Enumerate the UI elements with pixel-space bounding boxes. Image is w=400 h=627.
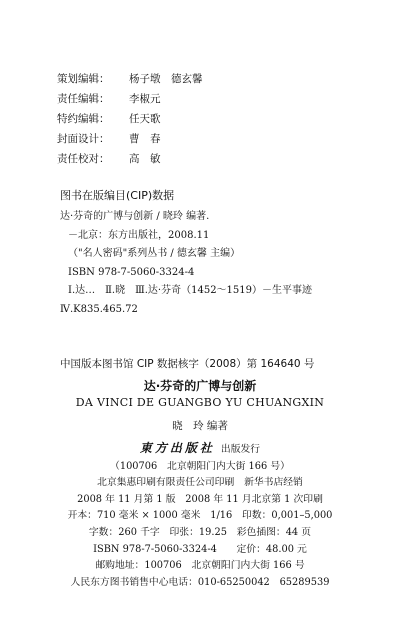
cip-line: Ⅳ.K835.465.72 <box>60 303 138 315</box>
credit-label: 策划编辑： <box>57 73 110 85</box>
publisher-suffix: 出版发行 <box>220 444 261 455</box>
imprint-line: 字数：260 千字 印张：19.25 彩色插图：44 页 <box>88 526 312 538</box>
publisher-line <box>0 440 400 459</box>
imprint-line: 北京集惠印刷有限责任公司印刷 新华书店经销 <box>97 477 303 489</box>
credit-row <box>57 149 203 169</box>
credit-value: 任天歌 <box>129 113 161 125</box>
publisher-logo: 東方出版社 <box>139 441 215 455</box>
credit-value: 李椒元 <box>129 93 161 105</box>
book-title-pinyin: DA VINCI DE GUANGBO YU CHUANGXIN <box>75 396 325 409</box>
cip-line: （"名人密码"系列丛书 / 德玄馨 主编） <box>68 248 241 260</box>
cip-data-block <box>60 208 312 320</box>
credit-value: 高 敏 <box>129 153 161 165</box>
credit-row <box>57 89 203 109</box>
credit-row <box>57 69 203 89</box>
cip-record-number: 中国版本图书馆 CIP 数据核字（2008）第 164640 号 <box>60 358 315 370</box>
cip-heading: 图书在版编目(CIP)数据 <box>60 189 175 202</box>
cip-line: 达·芬奇的广博与创新 / 晓玲 编著. <box>60 211 210 222</box>
credit-label: 封面设计： <box>57 133 110 145</box>
credits-block <box>57 69 203 169</box>
cip-line: Ⅰ.达… Ⅱ.晓 Ⅲ.达·芬奇（1452～1519）－生平事迹 <box>68 285 313 297</box>
credit-value: 曹 春 <box>129 133 161 145</box>
imprint-line: ISBN 978-7-5060-3324-4 定价：48.00 元 <box>93 543 307 555</box>
credit-value: 杨子墩 德玄馨 <box>129 73 203 85</box>
credit-label: 特约编辑： <box>57 113 110 125</box>
credit-row <box>57 109 203 129</box>
imprint-line: 2008 年 11 月第 1 版 2008 年 11 月北京第 1 次印刷 <box>77 493 323 505</box>
imprint-block <box>0 440 400 591</box>
book-author: 晓 玲 编著 <box>172 420 228 432</box>
imprint-line: 邮购地址：100706 北京朝阳门内大街 166 号 <box>95 560 305 572</box>
credit-label: 责任校对： <box>57 153 110 165</box>
imprint-line: （100706 北京朝阳门内大街 166 号） <box>110 460 290 472</box>
imprint-line: 开本：710 毫米 × 1000 毫米 1/16 印数：0,001–5,000 <box>67 510 333 522</box>
credit-row <box>57 129 203 149</box>
credit-label: 责任编辑： <box>57 93 110 105</box>
imprint-line: 人民东方图书销售中心电话：010-65250042 65289539 <box>70 576 330 588</box>
cip-line: －北京：东方出版社，2008.11 <box>68 229 210 241</box>
cip-line: ISBN 978-7-5060-3324-4 <box>68 266 195 278</box>
book-title: 达·芬奇的广博与创新 <box>143 379 257 393</box>
